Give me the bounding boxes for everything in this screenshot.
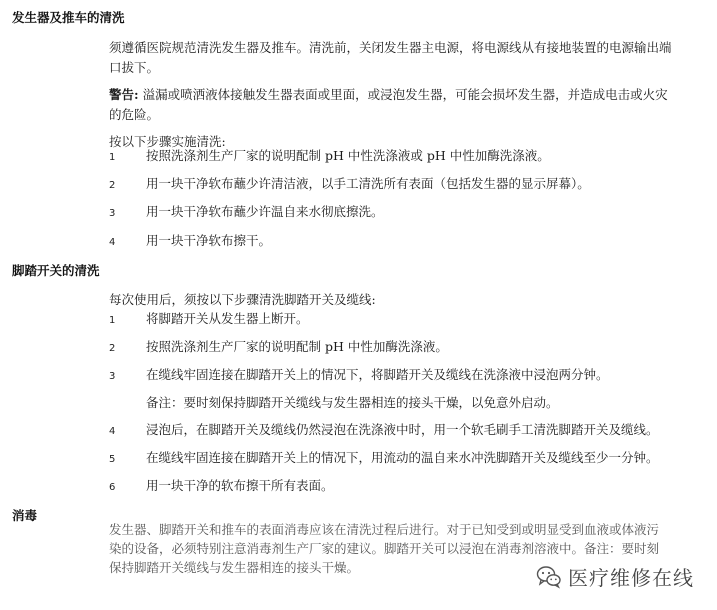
watermark-text: 医疗维修在线 [568, 566, 694, 590]
generator-step-text: 用一块干净软布蘸少许清洁液，以手工清洗所有表面（包括发生器的显示屏幕）。 [146, 176, 590, 191]
footswitch-step-text: 用一块干净的软布擦干所有表面。 [146, 478, 334, 493]
generator-step-text: 用一块干净软布蘸少许温自来水彻底擦洗。 [146, 204, 384, 219]
warning-text: 溢漏或喷洒液体接触发生器表面或里面，或浸泡发生器，可能会损坏发生器，并造成电击或火灾 [142, 87, 668, 102]
step-number: 1 [109, 152, 116, 163]
disinfection-line3: 保持脚踏开关缆线与发生器相连的接头干燥。 [109, 560, 360, 575]
watermark [536, 562, 694, 591]
footswitch-step-text: 将脚踏开关从发生器上断开。 [146, 311, 309, 326]
step-number: 3 [109, 208, 116, 219]
section-heading-footswitch: 脚踏开关的清洗 [12, 263, 100, 278]
disinfection-line2: 染的设备，必须特别注意消毒剂生产厂家的建议。脚踏开关可以浸泡在消毒剂溶液中。备注：要时刻 [109, 541, 660, 556]
step-number: 1 [109, 315, 116, 326]
step-number: 5 [109, 454, 116, 465]
generator-warning-line2: 的危险。 [109, 107, 160, 122]
footswitch-step-text: 按照洗涤剂生产厂家的说明配制 pH 中性加酶洗涤液。 [146, 339, 448, 354]
footswitch-step-text: 在缆线牢固连接在脚踏开关上的情况下，将脚踏开关及缆线在洗涤液中浸泡两分钟。 [146, 367, 609, 382]
footswitch-step-text: 在缆线牢固连接在脚踏开关上的情况下，用流动的温自来水冲洗脚踏开关及缆线至少一分钟。 [146, 450, 659, 465]
footswitch-step-text: 浸泡后，在脚踏开关及缆线仍然浸泡在洗涤液中时，用一个软毛刷手工清洗脚踏开关及缆线。 [146, 422, 659, 437]
step-number: 6 [109, 482, 116, 493]
step-number: 2 [109, 180, 116, 191]
generator-intro-line2: 口拔下。 [109, 60, 160, 75]
section-heading-disinfection: 消毒 [12, 508, 38, 523]
wechat-icon [536, 564, 562, 590]
generator-step-text: 按照洗涤剂生产厂家的说明配制 pH 中性洗涤液或 pH 中性加酶洗涤液。 [146, 148, 550, 163]
disinfection-line1: 发生器、脚踏开关和推车的表面消毒应该在清洗过程后进行。对于已知受到或明显受到血液或体液污 [109, 522, 660, 537]
generator-step-text: 用一块干净软布擦干。 [146, 233, 272, 248]
generator-steps-intro: 按以下步骤实施清洗: [109, 134, 226, 149]
generator-warning-line1 [109, 84, 668, 105]
step-number: 3 [109, 371, 116, 382]
footswitch-note: 备注：要时刻保持脚踏开关缆线与发生器相连的接头干燥，以免意外启动。 [146, 395, 559, 410]
step-number: 2 [109, 343, 116, 354]
step-number: 4 [109, 237, 116, 248]
section-heading-generator: 发生器及推车的清洗 [12, 10, 125, 25]
step-number: 4 [109, 426, 116, 437]
footswitch-intro: 每次使用后，须按以下步骤清洗脚踏开关及缆线: [109, 292, 376, 307]
warning-label: 警告: [109, 87, 139, 102]
generator-intro-line1: 须遵循医院规范清洗发生器及推车。清洗前，关闭发生器主电源，将电源线从有接地装置的电源输出端 [109, 40, 672, 55]
